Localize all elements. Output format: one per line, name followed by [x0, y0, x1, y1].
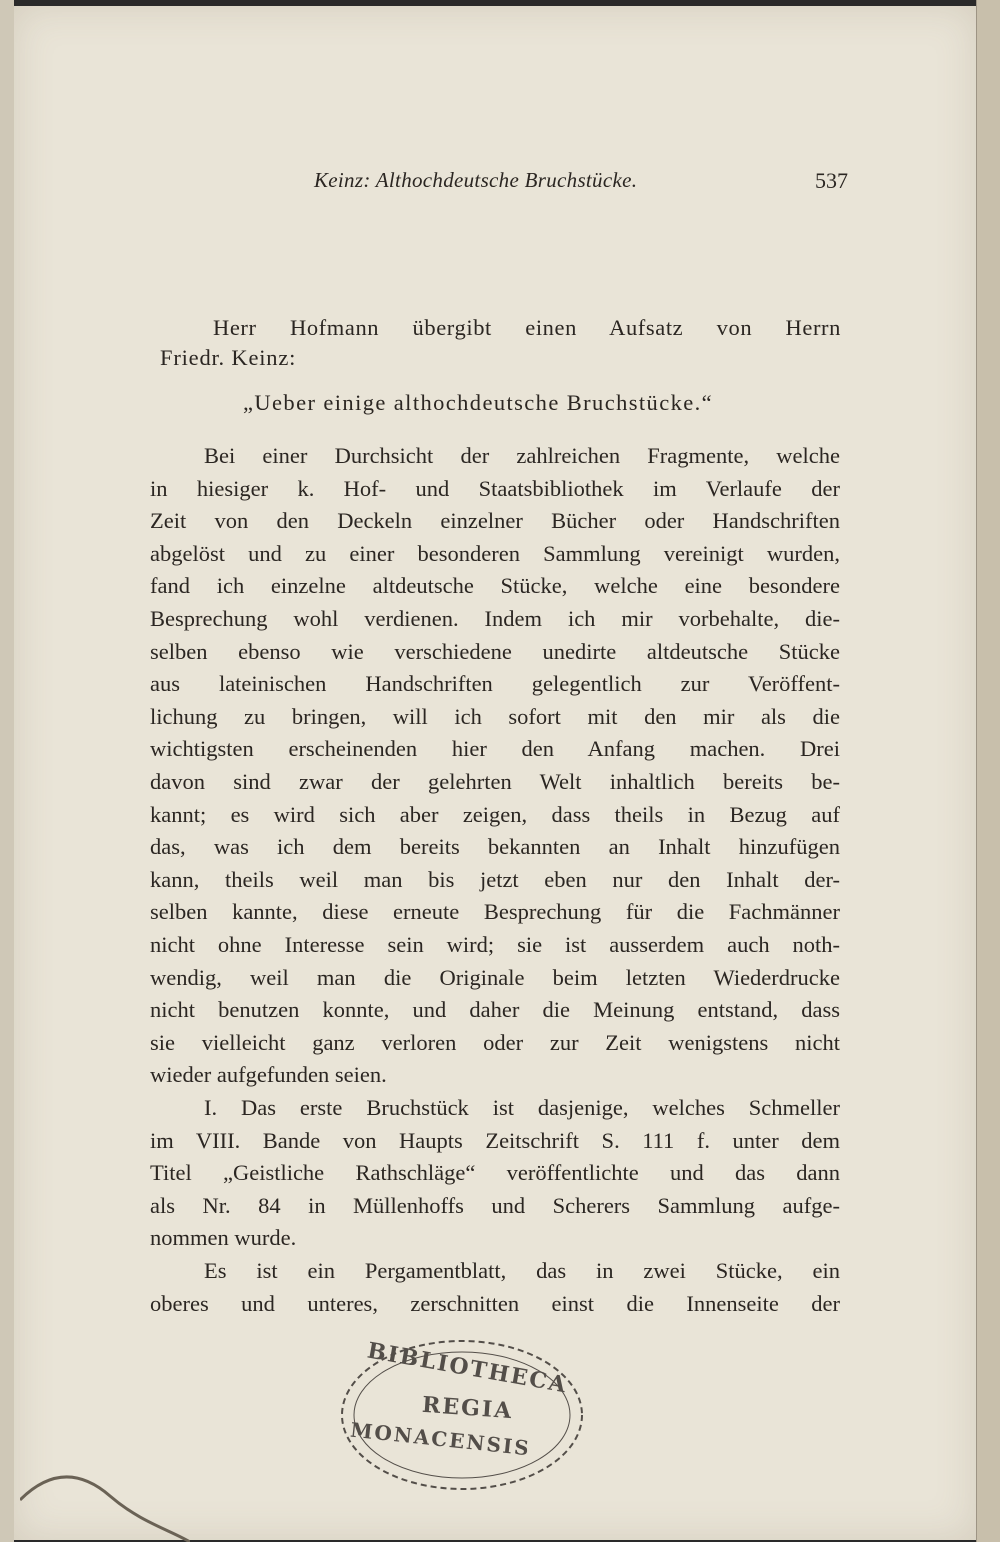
- body-line: sie vielleicht ganz verloren oder zur Zeit wenigstens nicht: [150, 1030, 840, 1055]
- article-title: „Ueber einige althochdeutsche Bruchstücke.“: [243, 390, 714, 415]
- page-number: 537: [815, 168, 848, 193]
- body-line: lichung zu bringen, will ich sofort mit den mir als die: [150, 704, 840, 729]
- library-stamp: [336, 1335, 588, 1495]
- intro-line-2: Friedr. Keinz:: [160, 345, 297, 370]
- left-scan-edge: [0, 0, 14, 1542]
- body-line: das, was ich dem bereits bekannten an Inhalt hinzufügen: [150, 834, 840, 859]
- body-line: davon sind zwar der gelehrten Welt inhaltlich bereits be-: [150, 769, 840, 794]
- stamp-line-1: BIBLIOTHECA: [365, 1337, 570, 1399]
- body-line: Titel „Geistliche Rathschläge“ veröffentlichte und das dann: [150, 1160, 840, 1185]
- body-line: selben kannte, diese erneute Besprechung für die Fachmänner: [150, 899, 840, 924]
- running-header: [314, 168, 848, 198]
- body-line: aus lateinischen Handschriften gelegentlich zur Veröffent-: [150, 671, 840, 696]
- body-line: wieder aufgefunden seien.: [150, 1062, 387, 1087]
- body-line: Besprechung wohl verdienen. Indem ich mir vorbehalte, die-: [150, 606, 840, 631]
- body-line: Zeit von den Deckeln einzelner Bücher oder Handschriften: [150, 508, 840, 533]
- body-line: Bei einer Durchsicht der zahlreichen Fragmente, welche: [204, 443, 840, 468]
- body-line: nicht ohne Interesse sein wird; sie ist ausserdem auch noth-: [150, 932, 840, 957]
- stamp-line-2: REGIA: [421, 1391, 514, 1425]
- body-line: kannt; es wird sich aber zeigen, dass theils in Bezug auf: [150, 802, 840, 827]
- body-line: Es ist ein Pergamentblatt, das in zwei Stücke, ein: [204, 1258, 840, 1283]
- body-line: nommen wurde.: [150, 1225, 297, 1250]
- stamp-line-3: MONACENSIS: [349, 1417, 532, 1461]
- body-line: wichtigsten erscheinenden hier den Anfang machen. Drei: [150, 736, 840, 761]
- body-line: fand ich einzelne altdeutsche Stücke, welche eine besondere: [150, 573, 840, 598]
- body-line: im VIII. Bande von Haupts Zeitschrift S. 111 f. unter dem: [150, 1128, 840, 1153]
- page-fold-mark: [20, 1460, 190, 1542]
- body-line: kann, theils weil man bis jetzt eben nur den Inhalt der-: [150, 867, 840, 892]
- right-scan-edge: [976, 0, 1000, 1542]
- body-line: I. Das erste Bruchstück ist dasjenige, welches Schmeller: [204, 1095, 840, 1120]
- running-title: Keinz: Althochdeutsche Bruchstücke.: [314, 168, 638, 192]
- body-line: oberes und unteres, zerschnitten einst die Innenseite der: [150, 1291, 840, 1316]
- body-line: selben ebenso wie verschiedene unedirte altdeutsche Stücke: [150, 639, 840, 664]
- body-line: abgelöst und zu einer besonderen Sammlung vereinigt wurden,: [150, 541, 840, 566]
- body-line: in hiesiger k. Hof- und Staatsbibliothek im Verlaufe der: [150, 476, 840, 501]
- intro-line-1: Herr Hofmann übergibt einen Aufsatz von Herrn: [213, 315, 841, 340]
- body-line: als Nr. 84 in Müllenhoffs und Scherers Sammlung aufge-: [150, 1193, 840, 1218]
- body-line: wendig, weil man die Originale beim letzten Wiederdrucke: [150, 965, 840, 990]
- body-line: nicht benutzen konnte, und daher die Meinung entstand, dass: [150, 997, 840, 1022]
